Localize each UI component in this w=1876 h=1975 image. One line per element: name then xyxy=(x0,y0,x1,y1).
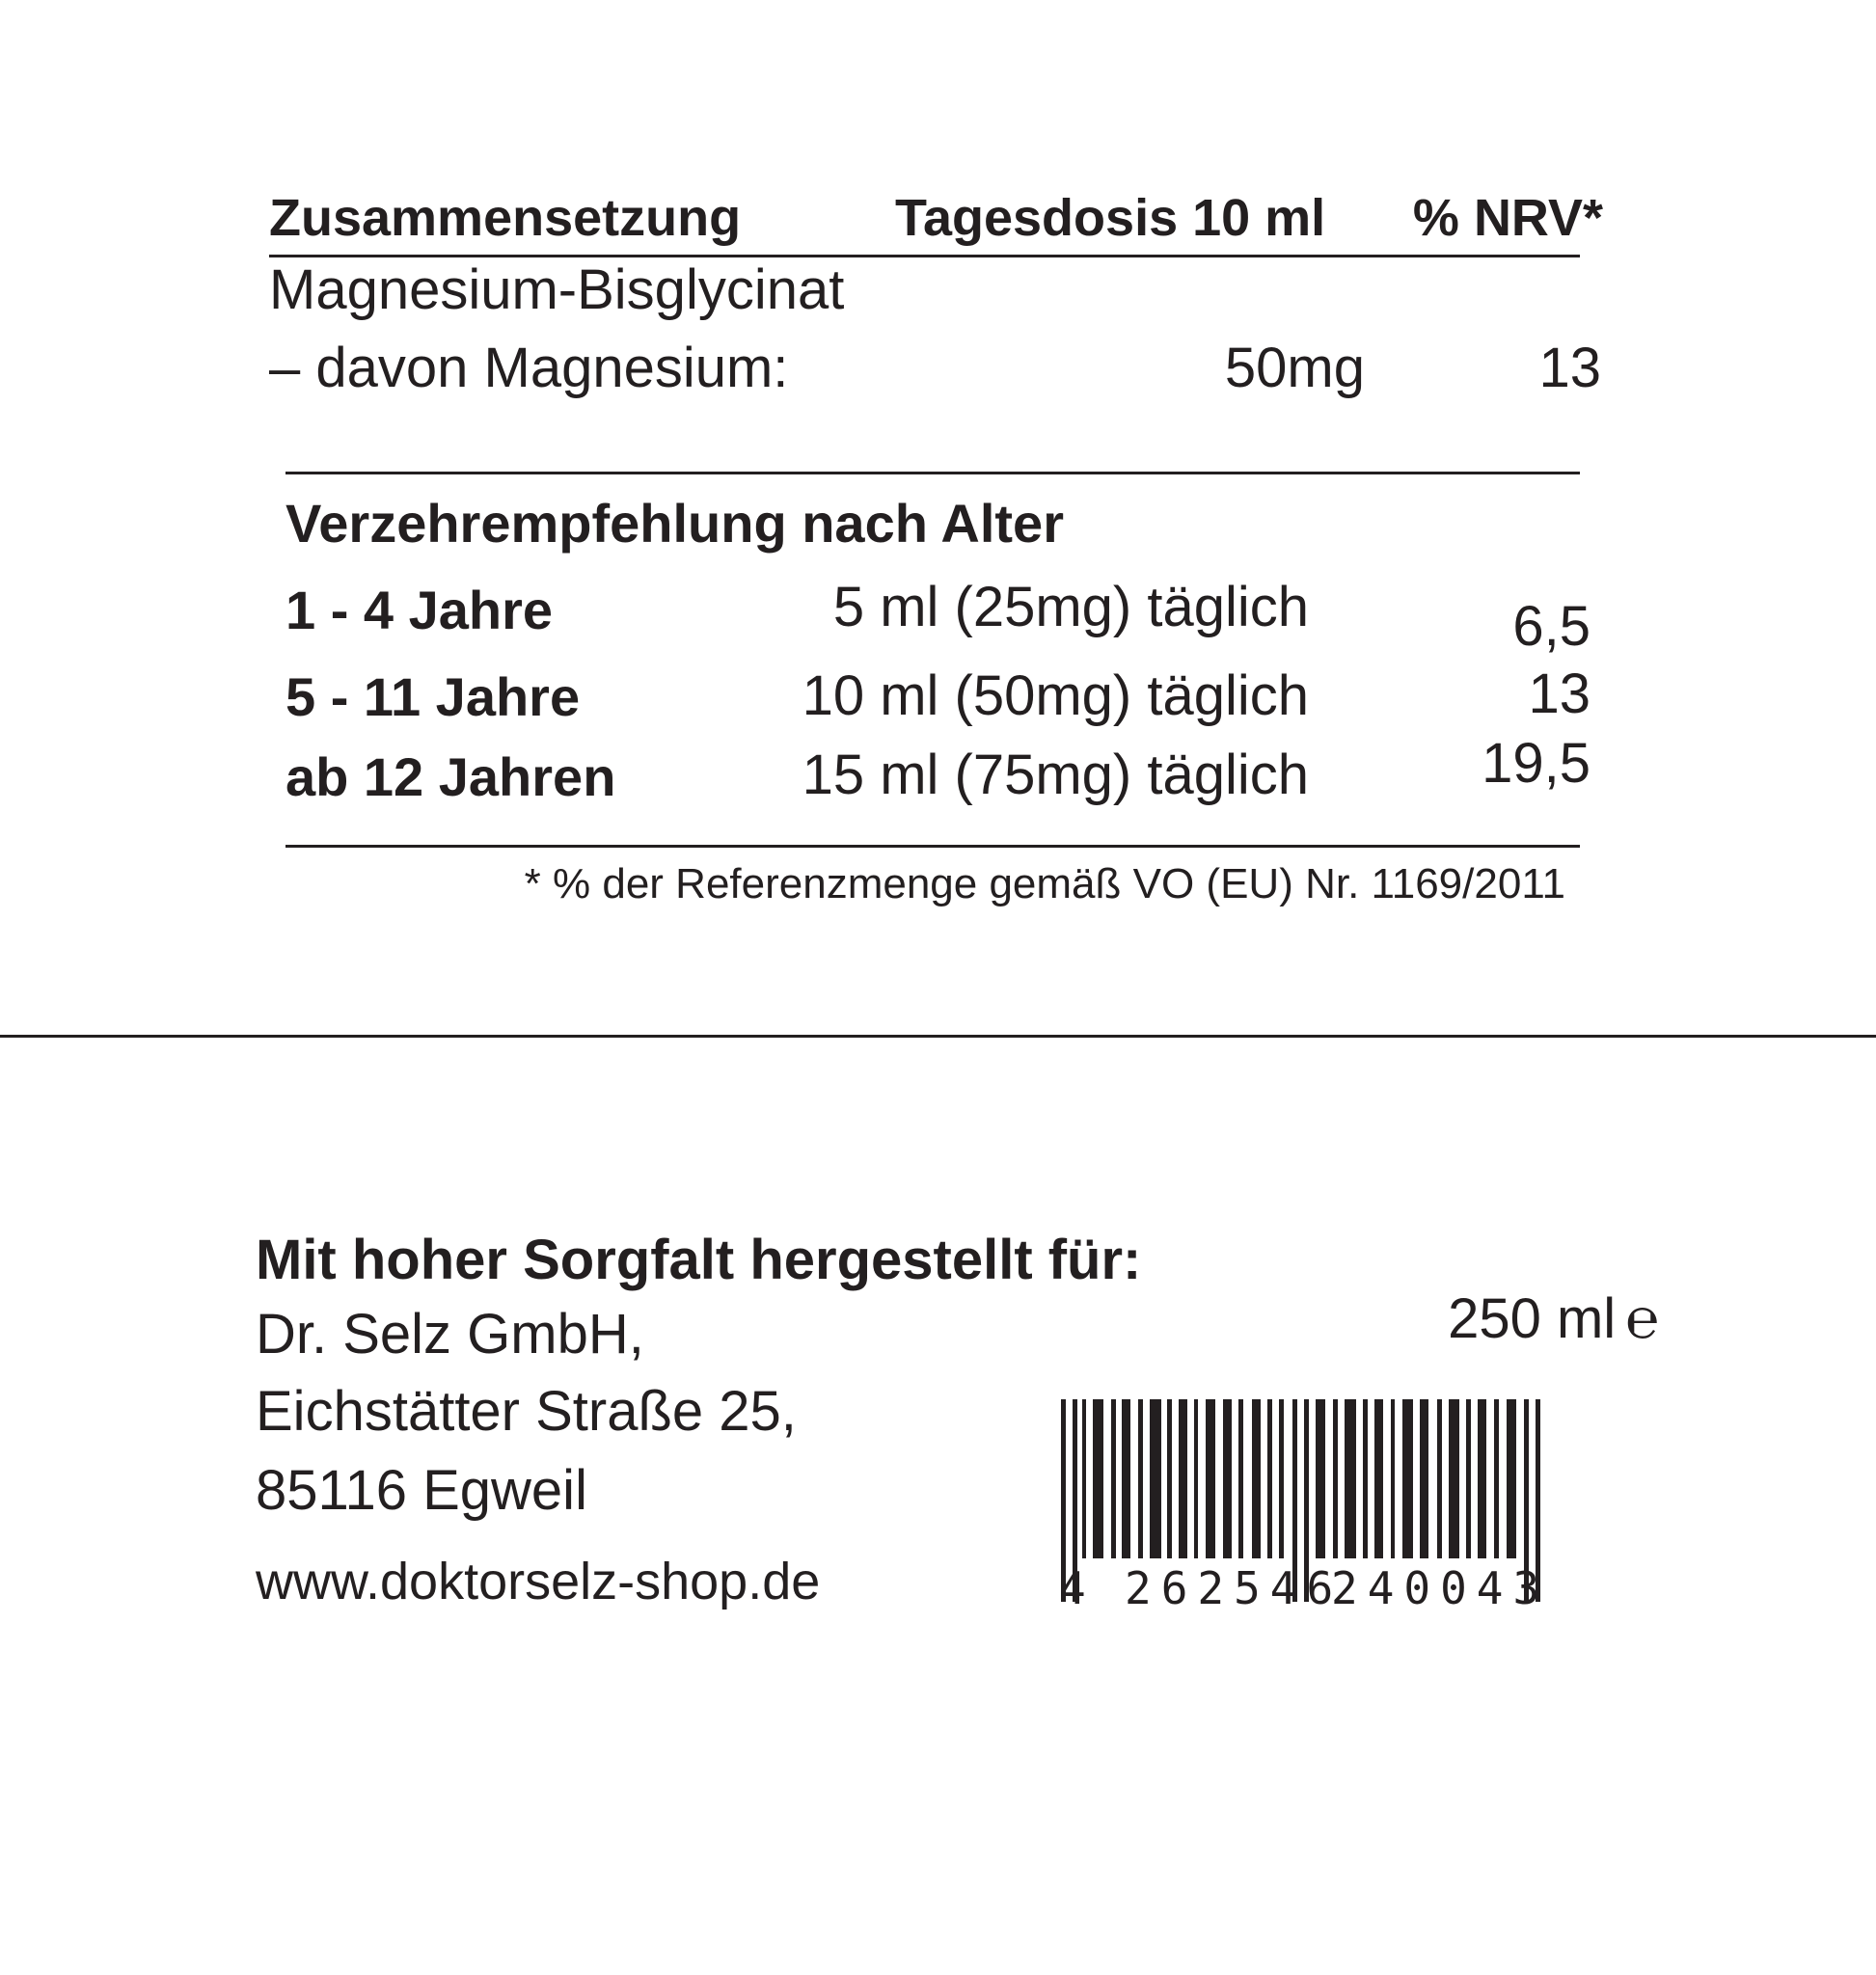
recommendation-age: 1 - 4 Jahre xyxy=(285,580,554,640)
recommendation-age: ab 12 Jahren xyxy=(285,746,616,807)
section-divider xyxy=(285,472,1580,474)
composition-header-daily-dose: Tagesdosis 10 ml xyxy=(895,189,1326,247)
section-divider xyxy=(285,845,1580,848)
recommendation-age: 5 - 11 Jahre xyxy=(285,666,581,727)
website-link[interactable]: www.doktorselz-shop.de xyxy=(256,1553,821,1610)
address-line: Eichstätter Straße 25, xyxy=(256,1380,797,1443)
barcode-digits-right: 240043 xyxy=(1331,1562,1550,1614)
barcode-digits-left: 262546 xyxy=(1125,1562,1344,1614)
footnote: * % der Referenzmenge gemäß VO (EU) Nr. 1169/2011 xyxy=(524,860,1565,907)
recommendation-amount: 15 ml (75mg) täglich xyxy=(802,744,1309,806)
estimated-sign-icon: ℮ xyxy=(1625,1285,1659,1351)
ingredient-nrv: 13 xyxy=(1538,337,1601,399)
recommendation-amount: 5 ml (25mg) täglich xyxy=(832,576,1309,638)
ingredient-name: Magnesium-Bisglycinat xyxy=(269,258,845,321)
recommendation-title: Verzehrempfehlung nach Alter xyxy=(285,493,1064,554)
address-line: Dr. Selz GmbH, xyxy=(256,1303,644,1366)
volume-value: 250 ml xyxy=(1448,1287,1617,1350)
recommendation-nrv: 19,5 xyxy=(1482,732,1591,795)
fold-line xyxy=(0,1035,1876,1038)
recommendation-nrv: 13 xyxy=(1528,663,1591,725)
ingredient-name: – davon Magnesium: xyxy=(269,337,789,399)
package-volume xyxy=(1448,1285,1659,1351)
recommendation-nrv: 6,5 xyxy=(1512,595,1591,658)
ingredient-dose: 50mg xyxy=(1224,337,1365,399)
composition-header-ingredient: Zusammensetzung xyxy=(269,189,742,247)
recommendation-amount: 10 ml (50mg) täglich xyxy=(802,664,1309,727)
address-line: 85116 Egweil xyxy=(256,1459,587,1522)
barcode-digit-first: 4 xyxy=(1059,1562,1086,1614)
manufacturer-title: Mit hoher Sorgfalt hergestellt für: xyxy=(256,1229,1142,1291)
composition-header-nrv: % NRV* xyxy=(1412,189,1603,247)
